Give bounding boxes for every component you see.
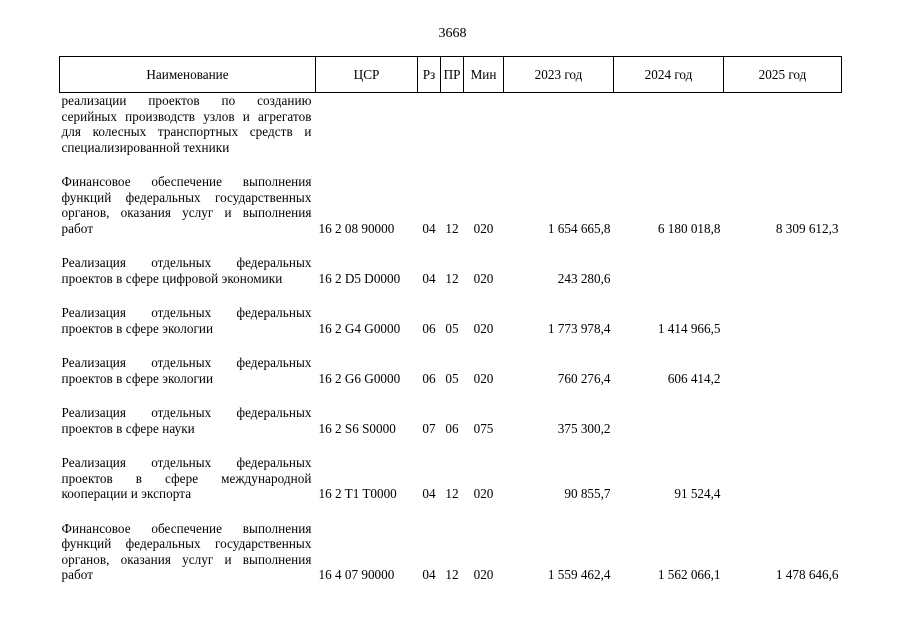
row-rz: 04 [422,486,436,501]
row-rz: 04 [422,567,436,582]
row-name: Реализация отдельных федеральных проектов в сфере экологии [61,305,312,336]
row-name: Реализация отдельных федеральных проектов в сфере науки [61,405,312,436]
row-csr: 16 2 08 90000 [318,220,395,236]
row-2024 [614,93,724,175]
row-rz: 06 [422,370,436,386]
row-2025 [724,93,842,175]
row-2024 [614,255,724,305]
row-name: Реализация отдельных федеральных проектов в сфере экологии [61,355,312,386]
row-rz: 04 [422,220,436,236]
row-rz: 07 [422,420,436,436]
table-row [60,174,842,255]
table-row [60,255,842,305]
header-csr: ЦСР [316,57,418,93]
table-row [60,405,842,455]
row-min: 020 [473,220,494,236]
table-header-row [60,57,842,93]
row-pr: 12 [445,567,459,582]
header-name: Наименование [60,57,316,93]
row-2024 [614,405,724,455]
row-min: 020 [473,320,494,336]
row-pr: 12 [445,486,459,501]
row-csr: 16 2 S6 S0000 [318,420,396,436]
row-2025: 8 309 612,3 [775,220,839,236]
row-2024: 1 562 066,1 [657,567,721,582]
row-pr: 06 [445,420,459,436]
row-pr: 05 [445,320,459,336]
row-min: 020 [473,567,494,582]
row-2023: 90 855,7 [564,486,611,501]
row-csr: 16 2 G4 G0000 [318,320,401,336]
row-2024: 91 524,4 [674,486,721,501]
row-rz: 04 [422,270,436,286]
row-2025 [724,405,842,455]
header-rz: Рз [418,57,441,93]
table-row [60,455,842,521]
row-2023: 1 559 462,4 [547,567,611,582]
row-2024: 606 414,2 [667,370,721,386]
header-pr: ПР [441,57,464,93]
row-name: Реализация отдельных федеральных проектов в сфере международной кооперации и экспорта [61,455,312,501]
table-row [60,305,842,355]
row-name: Финансовое обеспечение выполнения функций федеральных государственных органов, оказания услуг и выполнения работ [61,520,312,582]
row-csr: 16 2 G6 G0000 [318,370,401,386]
header-min: Мин [464,57,504,93]
header-2024: 2024 год [614,57,724,93]
row-2023: 375 300,2 [557,420,611,436]
row-min: 020 [473,270,494,286]
row-pr: 05 [445,370,459,386]
budget-table [59,56,842,583]
row-2024: 6 180 018,8 [657,220,721,236]
page-number: 3668 [438,26,467,41]
table-row [60,355,842,405]
row-2025 [724,305,842,355]
row-pr: 12 [445,270,459,286]
row-min: 075 [473,420,494,436]
row-2023: 243 280,6 [557,270,611,286]
row-rz [418,93,441,175]
row-csr [316,93,418,175]
table-row [60,93,842,175]
row-name: Реализация отдельных федеральных проектов в сфере цифровой экономики [61,255,312,286]
row-2025 [724,355,842,405]
row-csr: 16 2 D5 D0000 [318,270,401,286]
header-2025: 2025 год [724,57,842,93]
row-csr: 16 2 T1 T0000 [318,486,397,501]
row-2024: 1 414 966,5 [657,320,721,336]
header-2023: 2023 год [504,57,614,93]
table-row [60,521,842,583]
row-2023 [504,93,614,175]
row-2025 [724,455,842,521]
row-2025 [724,255,842,305]
row-name: реализации проектов по созданию серийных производств узлов и агрегатов для колесных транспортных средств и специализированной техники [61,93,312,155]
row-csr: 16 4 07 90000 [318,567,395,582]
row-name: Финансовое обеспечение выполнения функций федеральных государственных органов, оказания услуг и выполнения работ [61,174,312,236]
row-rz: 06 [422,320,436,336]
row-pr [441,93,464,175]
row-min: 020 [473,486,494,501]
row-2023: 1 654 665,8 [547,220,611,236]
row-min [464,93,504,175]
row-2023: 1 773 978,4 [547,320,611,336]
row-min: 020 [473,370,494,386]
row-2025: 1 478 646,6 [775,567,839,582]
row-2023: 760 276,4 [557,370,611,386]
row-pr: 12 [445,220,459,236]
